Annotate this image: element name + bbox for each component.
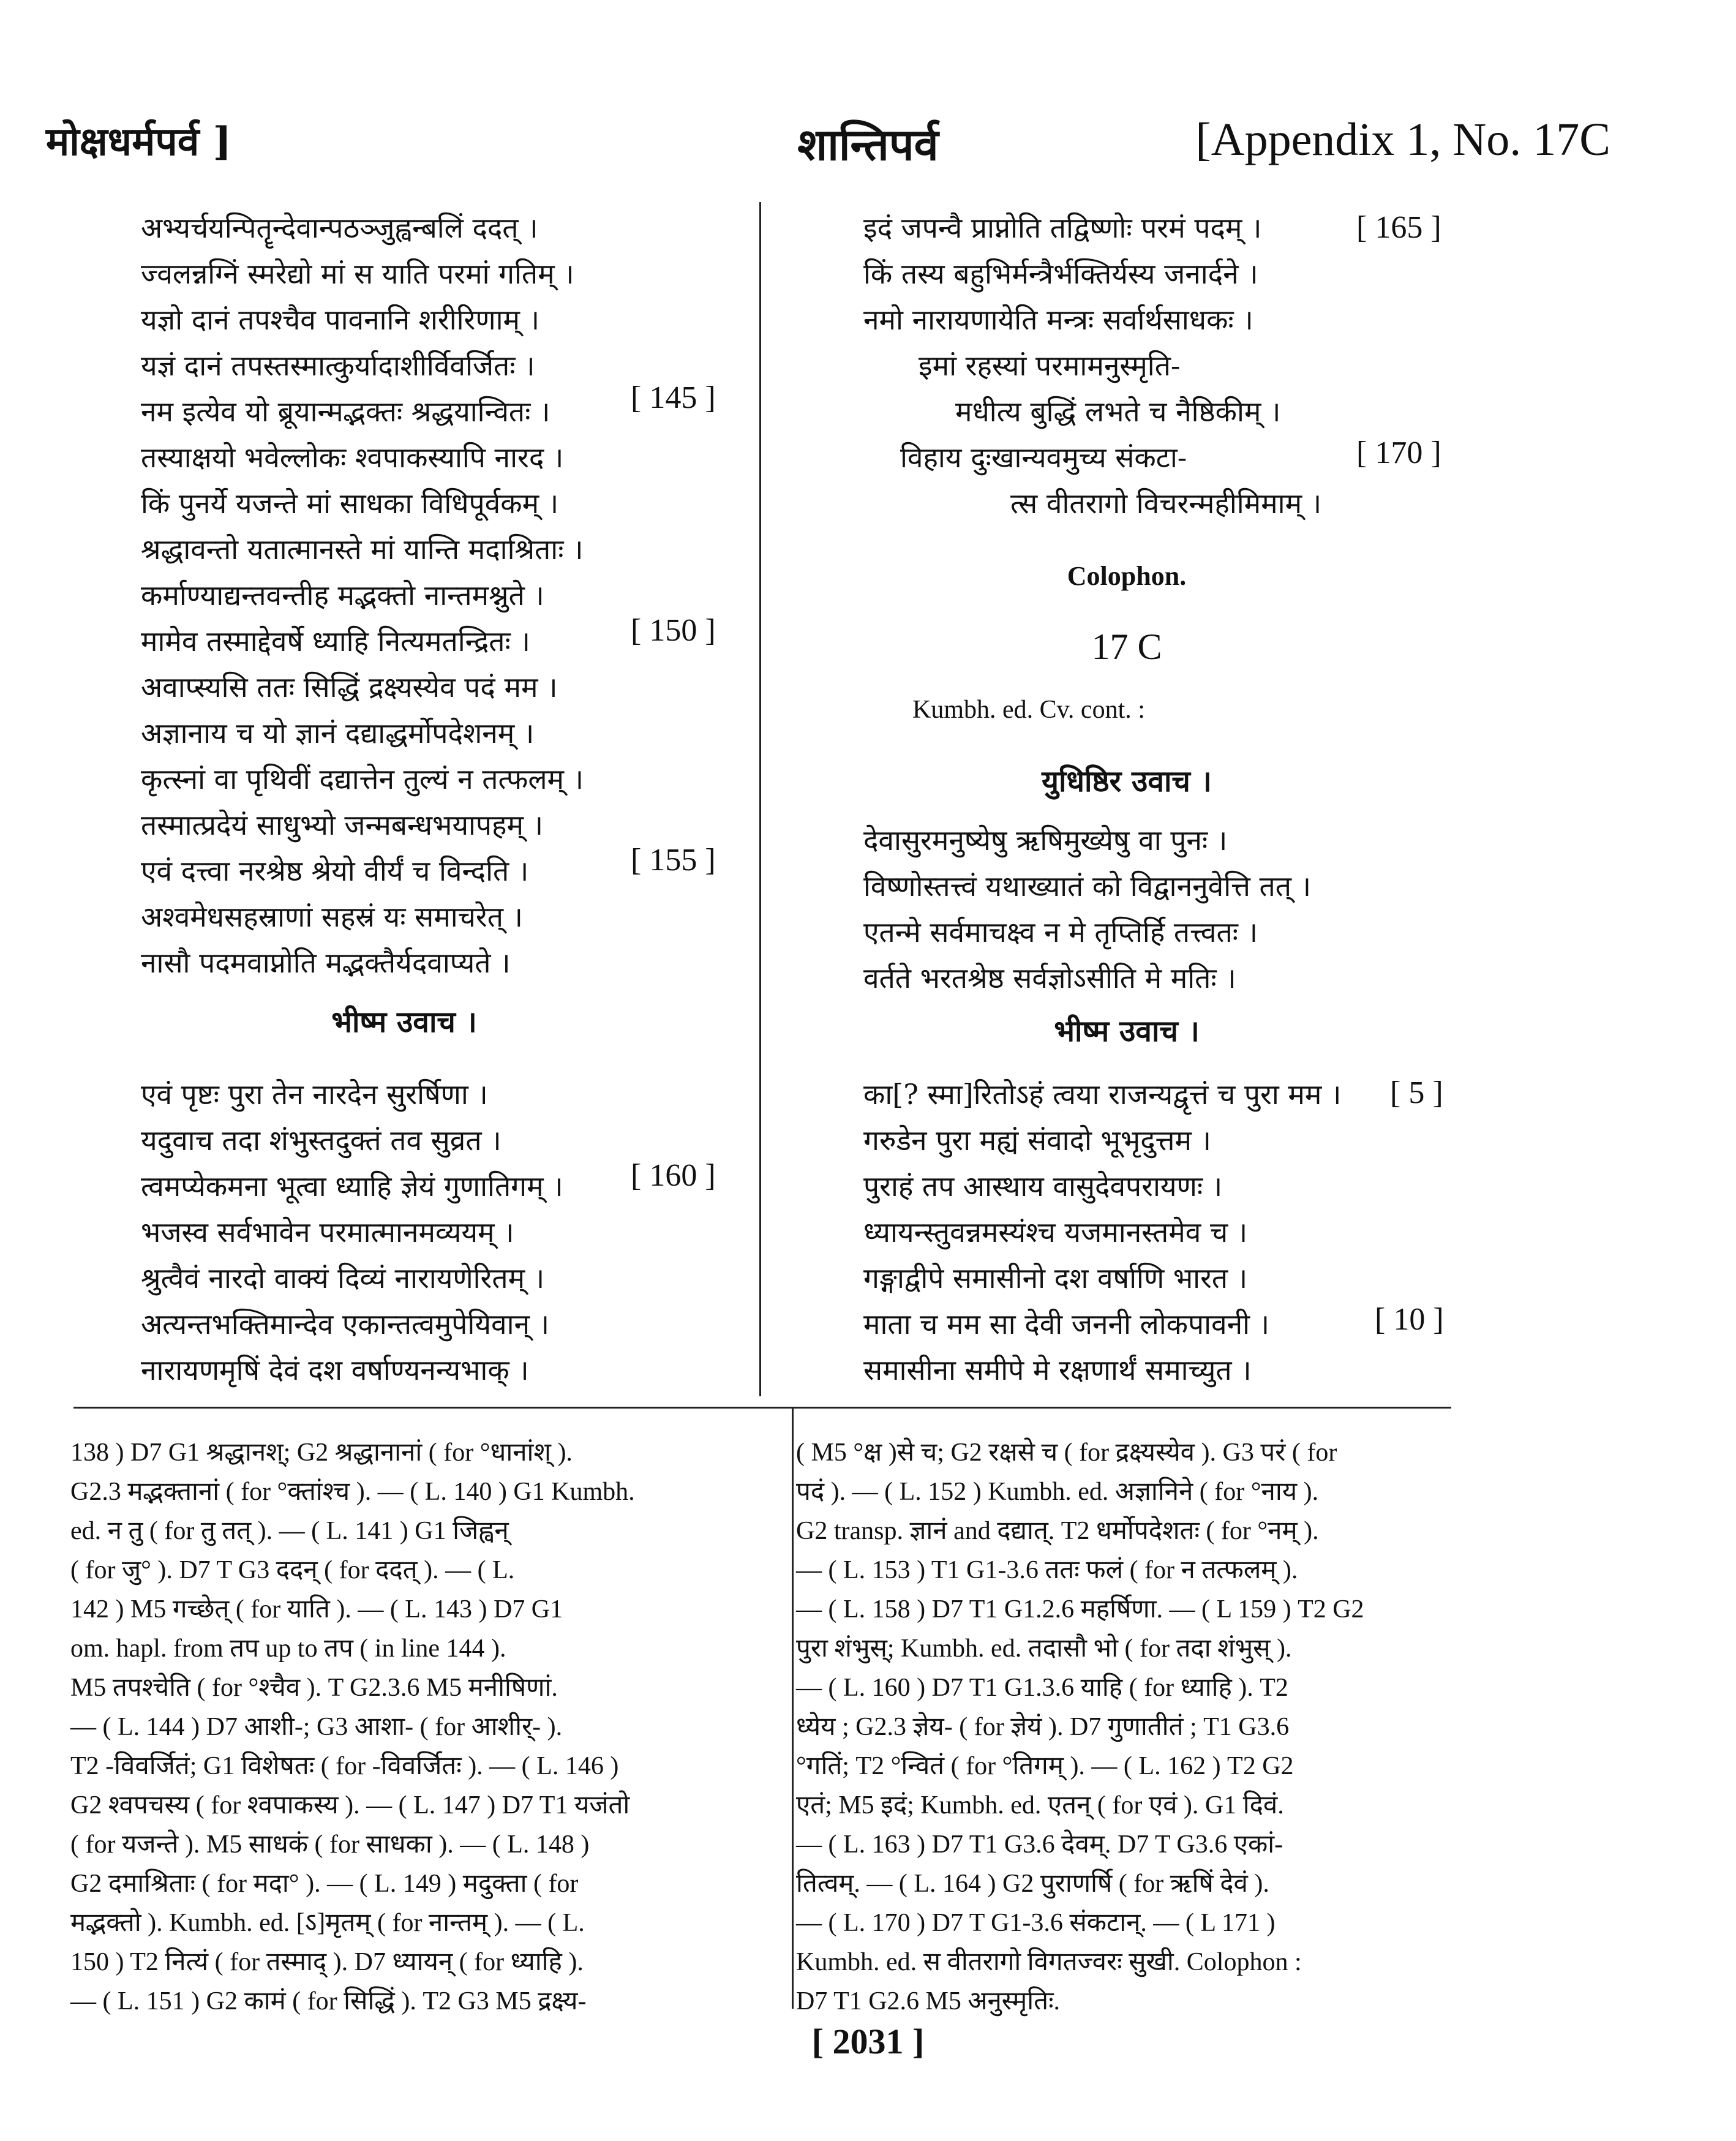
left-verse-line-14: तस्मात्प्रदेयं साधुभ्यो जन्मबन्धभयापहम् । — [141, 808, 544, 841]
right-verse-line-1: इदं जपन्वै प्राप्नोति तद्विष्णोः परमं पदम् । — [863, 211, 1262, 244]
footnote-column-divider — [792, 1409, 794, 2009]
footnote-separator — [73, 1407, 1451, 1409]
footnote-line: 150 ) T2 नित्यं ( for तस्माद् ). D7 ध्यायन् ( for ध्याहि ). — [70, 1948, 584, 1976]
right-verse3-line-5: गङ्गाद्वीपे समासीनो दश वर्षाणि भारत । — [863, 1262, 1248, 1295]
footnote-line: ध्येय ; G2.3 ज्ञेय- ( for ज्ञेयं ). D7 गुणातीतं ; T1 G3.6 — [796, 1713, 1290, 1741]
left-heading-bhishma: भीष्म उवाच । — [331, 1005, 477, 1039]
footnote-line: G2 transp. ज्ञानं and दद्यात्. T2 धर्मोपदेशतः ( for °नम् ). — [796, 1517, 1319, 1545]
footnote-line: G2 श्वपचस्य ( for श्वपाकस्य ). — ( L. 147 ) D7 T1 यजंतो — [70, 1791, 630, 1819]
left-verse2-line-5: श्रुत्वैवं नारदो वाक्यं दिव्यं नारायणेरितम् । — [141, 1262, 545, 1295]
left-verse-line-7: किं पुनर्ये यजन्ते मां साधका विधिपूर्वकम् । — [141, 487, 559, 520]
left-verse-line-2: ज्वलन्नग्निं स्मरेद्यो मां स याति परमां गतिम् । — [141, 257, 574, 290]
line-number-160: [ 160 ] — [631, 1158, 716, 1193]
left-verse2-line-3: त्वमप्येकमना भूत्वा ध्याहि ज्ञेयं गुणातिगम् । — [141, 1170, 563, 1203]
footnote-line: तित्वम्. — ( L. 164 ) G2 पुराणर्षि ( for ऋषिं देवं ). — [796, 1870, 1269, 1898]
colophon-label: Colophon. — [1067, 561, 1187, 591]
right-verse3-line-3: पुराहं तप आस्थाय वासुदेवपरायणः । — [863, 1170, 1223, 1203]
footnote-line: पुरा शंभुस्; Kumbh. ed. तदासौ भो ( for तदा शंभुस् ). — [796, 1635, 1292, 1663]
footnote-line: — ( L. 163 ) D7 T1 G3.6 देवम्. D7 T G3.6 एकां- — [796, 1831, 1283, 1859]
left-verse2-line-7: नारायणमृषिं देवं दश वर्षाण्यनन्यभाक् । — [141, 1353, 529, 1387]
footnote-line: Kumbh. ed. स वीतरागो विगतज्वरः सुखी. Colophon : — [796, 1948, 1302, 1976]
edition-note: Kumbh. ed. Cv. cont. : — [912, 696, 1145, 724]
footnote-line: पदं ). — ( L. 152 ) Kumbh. ed. अज्ञानिने ( for °नाय ). — [796, 1478, 1319, 1506]
line-number-150: [ 150 ] — [631, 613, 716, 648]
right-verse3-line-2: गरुडेन पुरा मह्यं संवादो भूभृदुत्तम । — [863, 1124, 1211, 1157]
right-verse-line-5: मधीत्य बुद्धिं लभते च नैष्ठिकीम् । — [955, 395, 1281, 428]
footnote-line: — ( L. 170 ) D7 T G1-3.6 संकटान्. — ( L 171 ) — [796, 1909, 1276, 1937]
page-number: [ 2031 ] — [811, 2022, 925, 2061]
footnote-line: G2.3 मद्भक्तानां ( for °क्तांश्च ). — ( L. 140 ) G1 Kumbh. — [70, 1478, 635, 1506]
right-verse-line-2: किं तस्य बहुभिर्मन्त्रैर्भक्तिर्यस्य जनार्दने । — [863, 257, 1258, 290]
left-verse-line-12: अज्ञानाय च यो ज्ञानं दद्याद्धर्मोपदेशनम् । — [141, 717, 535, 750]
footnote-line: ( M5 °क्ष )से च; G2 रक्षसे च ( for द्रक्ष्यस्येव ). G3 परं ( for — [796, 1439, 1337, 1467]
footnote-line: ed. न तु ( for तु तत् ). — ( L. 141 ) G1 जिह्वन् — [70, 1517, 509, 1545]
left-verse-line-6: तस्याक्षयो भवेल्लोकः श्वपाकस्यापि नारद । — [141, 441, 564, 474]
left-verse-line-9: कर्माण्याद्यन्तवन्तीह मद्भक्तो नान्तमश्नुते । — [141, 579, 544, 612]
right-verse3-line-6: माता च मम सा देवी जननी लोकपावनी । — [863, 1308, 1270, 1341]
right-verse3-line-4: ध्यायन्स्तुवन्नमस्यंश्च यजमानस्तमेव च । — [863, 1216, 1248, 1249]
heading-yudhishthira: युधिष्ठिर उवाच । — [1042, 764, 1212, 799]
left-verse2-line-1: एवं पृष्टः पुरा तेन नारदेन सुरर्षिणा । — [141, 1078, 488, 1111]
left-verse-line-17: नासौ पदमवाप्नोति मद्भक्तैर्यदवाप्यते । — [141, 946, 511, 979]
footnote-line: M5 तपश्चेति ( for °श्चैव ). T G2.3.6 M5 मनीषिणां. — [70, 1674, 558, 1702]
footnote-line: G2 दमाश्रिताः ( for मदा° ). — ( L. 149 ) मदुक्ता ( for — [70, 1870, 579, 1898]
section-id: 17 C — [1091, 626, 1162, 667]
line-number-155: [ 155 ] — [631, 843, 716, 878]
right-verse-line-6: विहाय दुःखान्यवमुच्य संकटा- — [900, 441, 1187, 474]
left-verse2-line-6: अत्यन्तभक्तिमान्देव एकान्तत्वमुपेयिवान् । — [141, 1308, 550, 1341]
left-verse-line-1: अभ्यर्चयन्पितॄन्देवान्पठञ्जुह्वन्बलिं ददत् । — [141, 211, 538, 244]
right-verse2-line-2: विष्णोस्तत्त्वं यथाख्यातं को विद्वाननुवेत्ति तत् । — [863, 870, 1312, 903]
footnotes-right — [796, 1433, 1451, 2021]
footnote-line: om. hapl. from तप up to तप ( in line 144 ). — [70, 1635, 506, 1663]
left-verse2-line-4: भजस्व सर्वभावेन परमात्मानमव्ययम् । — [141, 1216, 514, 1249]
left-verse-line-11: अवाप्स्यसि ततः सिद्धिं द्रक्ष्यस्येव पदं मम । — [141, 671, 558, 704]
left-verse2-line-2: यदुवाच तदा शंभुस्तदुक्तं तव सुव्रत । — [141, 1124, 502, 1157]
left-verse-line-13: कृत्स्नां वा पृथिवीं दद्यात्तेन तुल्यं न तत्फलम् । — [141, 762, 584, 796]
header-book-title: शान्तिपर्व — [797, 118, 939, 170]
right-verse2-line-1: देवासुरमनुष्येषु ऋषिमुख्येषु वा पुनः । — [863, 824, 1228, 857]
header-appendix-ref: [Appendix 1, No. 17C — [1195, 114, 1610, 165]
footnote-line: — ( L. 153 ) T1 G1-3.6 ततः फलं ( for न तत्फलम् ). — [796, 1556, 1298, 1584]
right-verse-line-7: त्स वीतरागो विचरन्महीमिमाम् । — [1010, 487, 1322, 520]
left-verse-line-3: यज्ञो दानं तपश्चैव पावनानि शरीरिणाम् । — [141, 303, 540, 336]
left-verse-line-5: नम इत्येव यो ब्रूयान्मद्भक्तः श्रद्धयान्वितः । — [141, 395, 550, 428]
footnote-line: T2 -विवर्जितं; G1 विशेषतः ( for -विवर्जितः ). — ( L. 146 ) — [70, 1752, 619, 1780]
footnote-line: 138 ) D7 G1 श्रद्धानश्; G2 श्रद्धानानां ( for °धानांश् ). — [70, 1439, 573, 1467]
footnote-line: °गतिं; T2 °न्वितं ( for °तिगम् ). — ( L. 162 ) T2 G2 — [796, 1752, 1294, 1780]
footnote-line: — ( L. 158 ) D7 T1 G1.2.6 महर्षिणा. — ( L 159 ) T2 G2 — [796, 1595, 1364, 1624]
header-section-title: मोक्षधर्मपर्व ] — [46, 119, 231, 165]
line-number-170: [ 170 ] — [1356, 435, 1441, 470]
column-divider — [759, 202, 761, 1396]
right-verse2-line-4: वर्तते भरतश्रेष्ठ सर्वज्ञोऽसीति मे मतिः । — [863, 961, 1236, 995]
right-verse3-line-7: समासीना समीपे मे रक्षणार्थं समाच्युत । — [863, 1353, 1252, 1387]
footnotes-left — [70, 1433, 729, 2021]
footnote-line: ( for जु° ). D7 T G3 ददन् ( for ददत् ). — ( L. — [70, 1556, 515, 1584]
right-verse2-line-3: एतन्मे सर्वमाचक्ष्व न मे तृप्तिर्हि तत्त्वतः । — [863, 916, 1258, 949]
footnote-line: एतं; M5 इदं; Kumbh. ed. एतन् ( for एवं ). G1 दिवं. — [796, 1791, 1284, 1819]
footnote-line: 142 ) M5 गच्छेत् ( for याति ). — ( L. 143 ) D7 G1 — [70, 1595, 563, 1624]
heading-bhishma-right: भीष्म उवाच । — [1054, 1014, 1200, 1048]
left-verse-line-4: यज्ञं दानं तपस्तस्मात्कुर्यादाशीर्विवर्जितः । — [141, 349, 535, 382]
left-verse-line-8: श्रद्धावन्तो यतात्मानस्ते मां यान्ति मदाश्रिताः । — [141, 533, 584, 566]
right-verse-line-3: नमो नारायणायेति मन्त्रः सर्वार्थसाधकः । — [863, 303, 1253, 336]
right-verse3-line-1: का[? स्मा]रितोऽहं त्वया राजन्यद्वृत्तं च पुरा मम । — [863, 1078, 1342, 1111]
line-number-145: [ 145 ] — [631, 380, 716, 415]
footnote-line: — ( L. 144 ) D7 आशी-; G3 आशा- ( for आशीर्- ). — [70, 1713, 563, 1741]
footnote-line: ( for यजन्ते ). M5 साधकं ( for साधका ). — ( L. 148 ) — [70, 1831, 590, 1859]
left-verse-line-10: मामेव तस्माद्देवर्षे ध्याहि नित्यमतन्द्रितः । — [141, 625, 530, 658]
footnote-line: — ( L. 151 ) G2 कामं ( for सिद्धिं ). T2 G3 M5 द्रक्ष्य- — [70, 1987, 587, 2015]
footnote-line: — ( L. 160 ) D7 T1 G1.3.6 याहि ( for ध्याहि ). T2 — [796, 1674, 1288, 1702]
left-verse-line-16: अश्वमेधसहस्राणां सहस्रं यः समाचरेत् । — [141, 900, 523, 933]
line-number-165: [ 165 ] — [1356, 210, 1441, 245]
right-verse-line-4: इमां रहस्यां परमामनुस्मृति- — [919, 349, 1181, 382]
footnote-line: D7 T1 G2.6 M5 अनुस्मृतिः. — [796, 1987, 1061, 2015]
line-number-5: [ 5 ] — [1390, 1075, 1443, 1110]
footnote-line: मद्भक्तो ). Kumbh. ed. [ऽ]मृतम् ( for नान्तम् ). — ( L. — [70, 1909, 585, 1937]
left-verse-line-15: एवं दत्त्वा नरश्रेष्ठ श्रेयो वीर्यं च विन्दति । — [141, 854, 529, 887]
line-number-10: [ 10 ] — [1375, 1302, 1444, 1337]
